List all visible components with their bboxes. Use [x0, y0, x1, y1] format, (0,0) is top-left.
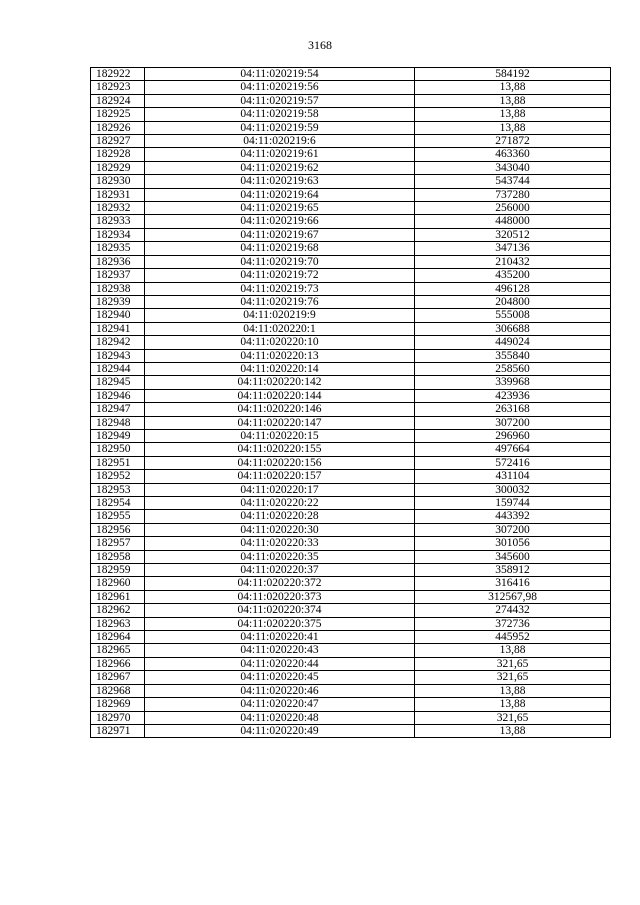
row-id-cell: 182968 [91, 684, 145, 697]
cadastral-number-cell: 04:11:020219:66 [145, 215, 415, 228]
table-row [91, 188, 611, 201]
value-cell: 496128 [415, 282, 611, 295]
cadastral-number-cell: 04:11:020220:146 [145, 403, 415, 416]
row-id-cell: 182970 [91, 711, 145, 724]
row-id-cell: 182969 [91, 698, 145, 711]
row-id-cell: 182937 [91, 269, 145, 282]
table-row [91, 148, 611, 161]
value-cell: 443392 [415, 510, 611, 523]
table-row [91, 604, 611, 617]
value-cell: 274432 [415, 604, 611, 617]
value-cell: 345600 [415, 550, 611, 563]
row-id-cell: 182946 [91, 389, 145, 402]
value-cell: 256000 [415, 202, 611, 215]
value-cell: 372736 [415, 617, 611, 630]
row-id-cell: 182934 [91, 228, 145, 241]
cadastral-number-cell: 04:11:020219:70 [145, 255, 415, 268]
row-id-cell: 182942 [91, 336, 145, 349]
table-row [91, 523, 611, 536]
value-cell: 543744 [415, 175, 611, 188]
cadastral-number-cell: 04:11:020219:76 [145, 295, 415, 308]
value-cell: 301056 [415, 537, 611, 550]
cadastral-number-cell: 04:11:020219:58 [145, 108, 415, 121]
cadastral-number-cell: 04:11:020219:64 [145, 188, 415, 201]
table-row [91, 161, 611, 174]
cadastral-number-cell: 04:11:020220:155 [145, 443, 415, 456]
row-id-cell: 182967 [91, 671, 145, 684]
table-row [91, 94, 611, 107]
cadastral-number-cell: 04:11:020219:54 [145, 68, 415, 81]
cadastral-number-cell: 04:11:020220:49 [145, 724, 415, 737]
table-row [91, 577, 611, 590]
row-id-cell: 182961 [91, 590, 145, 603]
cadastral-number-cell: 04:11:020219:57 [145, 94, 415, 107]
row-id-cell: 182926 [91, 121, 145, 134]
table-row [91, 322, 611, 335]
cadastral-number-cell: 04:11:020220:374 [145, 604, 415, 617]
value-cell: 13,88 [415, 698, 611, 711]
row-id-cell: 182949 [91, 429, 145, 442]
row-id-cell: 182938 [91, 282, 145, 295]
value-cell: 572416 [415, 456, 611, 469]
value-cell: 355840 [415, 349, 611, 362]
value-cell: 13,88 [415, 684, 611, 697]
value-cell: 300032 [415, 483, 611, 496]
cadastral-number-cell: 04:11:020220:45 [145, 671, 415, 684]
row-id-cell: 182940 [91, 309, 145, 322]
table-row [91, 724, 611, 737]
table-row [91, 537, 611, 550]
table-row [91, 175, 611, 188]
value-cell: 463360 [415, 148, 611, 161]
table-row [91, 483, 611, 496]
value-cell: 312567,98 [415, 590, 611, 603]
cadastral-number-cell: 04:11:020219:65 [145, 202, 415, 215]
table-row [91, 416, 611, 429]
table-row [91, 684, 611, 697]
value-cell: 263168 [415, 403, 611, 416]
value-cell: 13,88 [415, 724, 611, 737]
row-id-cell: 182928 [91, 148, 145, 161]
row-id-cell: 182963 [91, 617, 145, 630]
table-row [91, 242, 611, 255]
value-cell: 358912 [415, 564, 611, 577]
cadastral-number-cell: 04:11:020220:15 [145, 429, 415, 442]
row-id-cell: 182957 [91, 537, 145, 550]
value-cell: 584192 [415, 68, 611, 81]
row-id-cell: 182922 [91, 68, 145, 81]
row-id-cell: 182956 [91, 523, 145, 536]
value-cell: 445952 [415, 631, 611, 644]
row-id-cell: 182966 [91, 657, 145, 670]
table-row [91, 470, 611, 483]
value-cell: 204800 [415, 295, 611, 308]
cadastral-number-cell: 04:11:020220:157 [145, 470, 415, 483]
cadastral-number-cell: 04:11:020219:56 [145, 81, 415, 94]
row-id-cell: 182945 [91, 376, 145, 389]
table-row [91, 336, 611, 349]
table-row [91, 295, 611, 308]
row-id-cell: 182948 [91, 416, 145, 429]
cadastral-number-cell: 04:11:020220:13 [145, 349, 415, 362]
row-id-cell: 182929 [91, 161, 145, 174]
value-cell: 13,88 [415, 94, 611, 107]
cadastral-number-cell: 04:11:020219:9 [145, 309, 415, 322]
row-id-cell: 182923 [91, 81, 145, 94]
cadastral-number-cell: 04:11:020220:17 [145, 483, 415, 496]
table-row [91, 121, 611, 134]
cadastral-number-cell: 04:11:020220:35 [145, 550, 415, 563]
cadastral-number-cell: 04:11:020220:1 [145, 322, 415, 335]
table-row [91, 617, 611, 630]
row-id-cell: 182932 [91, 202, 145, 215]
table-row [91, 711, 611, 724]
table-row [91, 443, 611, 456]
table-row [91, 215, 611, 228]
row-id-cell: 182939 [91, 295, 145, 308]
table-row [91, 671, 611, 684]
cadastral-number-cell: 04:11:020220:47 [145, 698, 415, 711]
table-row [91, 510, 611, 523]
cadastral-number-cell: 04:11:020220:10 [145, 336, 415, 349]
row-id-cell: 182950 [91, 443, 145, 456]
value-cell: 497664 [415, 443, 611, 456]
table-row [91, 349, 611, 362]
row-id-cell: 182953 [91, 483, 145, 496]
value-cell: 423936 [415, 389, 611, 402]
row-id-cell: 182931 [91, 188, 145, 201]
cadastral-number-cell: 04:11:020219:61 [145, 148, 415, 161]
value-cell: 271872 [415, 135, 611, 148]
row-id-cell: 182971 [91, 724, 145, 737]
cadastral-number-cell: 04:11:020220:37 [145, 564, 415, 577]
row-id-cell: 182944 [91, 362, 145, 375]
cadastral-number-cell: 04:11:020220:147 [145, 416, 415, 429]
row-id-cell: 182952 [91, 470, 145, 483]
row-id-cell: 182936 [91, 255, 145, 268]
value-cell: 316416 [415, 577, 611, 590]
value-cell: 321,65 [415, 671, 611, 684]
table-row [91, 255, 611, 268]
value-cell: 320512 [415, 228, 611, 241]
value-cell: 13,88 [415, 81, 611, 94]
table-row [91, 202, 611, 215]
cadastral-number-cell: 04:11:020219:59 [145, 121, 415, 134]
row-id-cell: 182958 [91, 550, 145, 563]
cadastral-number-cell: 04:11:020220:41 [145, 631, 415, 644]
row-id-cell: 182955 [91, 510, 145, 523]
cadastral-number-cell: 04:11:020219:73 [145, 282, 415, 295]
value-cell: 13,88 [415, 644, 611, 657]
row-id-cell: 182954 [91, 497, 145, 510]
value-cell: 306688 [415, 322, 611, 335]
table-row [91, 590, 611, 603]
cadastral-number-cell: 04:11:020219:63 [145, 175, 415, 188]
row-id-cell: 182933 [91, 215, 145, 228]
table-row [91, 389, 611, 402]
table-row [91, 456, 611, 469]
cadastral-number-cell: 04:11:020220:48 [145, 711, 415, 724]
row-id-cell: 182965 [91, 644, 145, 657]
cadastral-number-cell: 04:11:020219:68 [145, 242, 415, 255]
value-cell: 159744 [415, 497, 611, 510]
table-row [91, 550, 611, 563]
row-id-cell: 182935 [91, 242, 145, 255]
table-row [91, 657, 611, 670]
value-cell: 13,88 [415, 108, 611, 121]
row-id-cell: 182924 [91, 94, 145, 107]
cadastral-number-cell: 04:11:020220:142 [145, 376, 415, 389]
cadastral-number-cell: 04:11:020219:67 [145, 228, 415, 241]
table-row [91, 497, 611, 510]
row-id-cell: 182941 [91, 322, 145, 335]
table-row [91, 135, 611, 148]
cadastral-number-cell: 04:11:020220:43 [145, 644, 415, 657]
cadastral-number-cell: 04:11:020220:30 [145, 523, 415, 536]
value-cell: 431104 [415, 470, 611, 483]
row-id-cell: 182960 [91, 577, 145, 590]
value-cell: 555008 [415, 309, 611, 322]
cadastral-number-cell: 04:11:020219:62 [145, 161, 415, 174]
value-cell: 343040 [415, 161, 611, 174]
table-row [91, 698, 611, 711]
cadastral-number-cell: 04:11:020220:156 [145, 456, 415, 469]
value-cell: 307200 [415, 523, 611, 536]
row-id-cell: 182930 [91, 175, 145, 188]
value-cell: 737280 [415, 188, 611, 201]
table-row [91, 282, 611, 295]
value-cell: 448000 [415, 215, 611, 228]
table-row [91, 631, 611, 644]
value-cell: 258560 [415, 362, 611, 375]
cadastral-number-cell: 04:11:020220:373 [145, 590, 415, 603]
cadastral-number-cell: 04:11:020219:72 [145, 269, 415, 282]
value-cell: 347136 [415, 242, 611, 255]
row-id-cell: 182925 [91, 108, 145, 121]
registry-table-body [91, 68, 611, 738]
cadastral-number-cell: 04:11:020220:372 [145, 577, 415, 590]
registry-table [90, 67, 611, 738]
table-row [91, 376, 611, 389]
cadastral-number-cell: 04:11:020220:375 [145, 617, 415, 630]
value-cell: 307200 [415, 416, 611, 429]
value-cell: 210432 [415, 255, 611, 268]
cadastral-number-cell: 04:11:020220:14 [145, 362, 415, 375]
value-cell: 449024 [415, 336, 611, 349]
table-row [91, 228, 611, 241]
table-row [91, 269, 611, 282]
value-cell: 13,88 [415, 121, 611, 134]
cadastral-number-cell: 04:11:020220:28 [145, 510, 415, 523]
cadastral-number-cell: 04:11:020220:144 [145, 389, 415, 402]
value-cell: 321,65 [415, 711, 611, 724]
table-row [91, 564, 611, 577]
table-row [91, 362, 611, 375]
row-id-cell: 182943 [91, 349, 145, 362]
value-cell: 435200 [415, 269, 611, 282]
table-row [91, 644, 611, 657]
cadastral-number-cell: 04:11:020220:44 [145, 657, 415, 670]
cadastral-number-cell: 04:11:020220:46 [145, 684, 415, 697]
table-row [91, 309, 611, 322]
cadastral-number-cell: 04:11:020219:6 [145, 135, 415, 148]
row-id-cell: 182947 [91, 403, 145, 416]
table-row [91, 81, 611, 94]
row-id-cell: 182951 [91, 456, 145, 469]
row-id-cell: 182959 [91, 564, 145, 577]
table-row [91, 68, 611, 81]
page-number: 3168 [308, 38, 332, 52]
value-cell: 296960 [415, 429, 611, 442]
cadastral-number-cell: 04:11:020220:33 [145, 537, 415, 550]
table-row [91, 108, 611, 121]
table-row [91, 403, 611, 416]
value-cell: 321,65 [415, 657, 611, 670]
row-id-cell: 182962 [91, 604, 145, 617]
cadastral-number-cell: 04:11:020220:22 [145, 497, 415, 510]
row-id-cell: 182927 [91, 135, 145, 148]
value-cell: 339968 [415, 376, 611, 389]
table-row [91, 429, 611, 442]
row-id-cell: 182964 [91, 631, 145, 644]
